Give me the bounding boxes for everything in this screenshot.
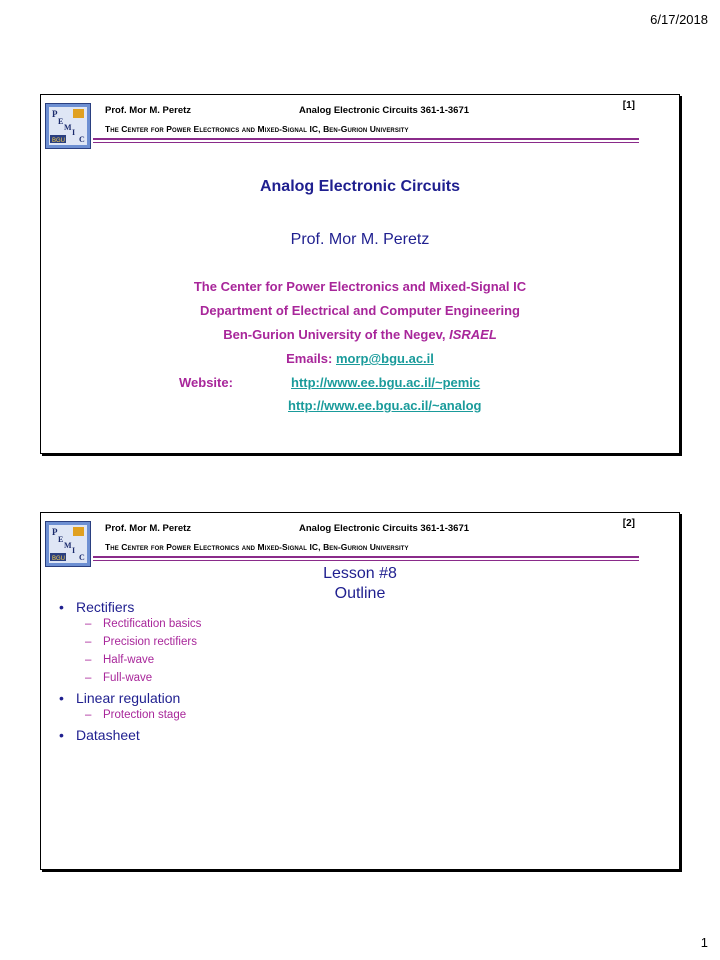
author-name: Prof. Mor M. Peretz	[290, 231, 430, 248]
affiliation-university: Ben-Gurion University of the Negev, ISRAEL	[223, 327, 497, 342]
slide-2	[40, 512, 680, 870]
header-rule	[93, 556, 639, 558]
svg-text:C: C	[79, 553, 85, 562]
pemic-logo	[45, 103, 91, 149]
svg-text:I: I	[72, 546, 76, 555]
svg-text:M: M	[64, 541, 72, 550]
svg-text:C: C	[79, 135, 85, 144]
slide-number: [1]	[622, 100, 635, 111]
bullet-linear-regulation: • Linear regulation – Protection stage	[59, 690, 201, 721]
sub-bullet: – Precision rectifiers	[76, 636, 201, 648]
svg-text:BGU: BGU	[52, 556, 66, 562]
outline-title: Outline	[334, 585, 386, 602]
svg-text:BGU: BGU	[52, 138, 66, 144]
sub-bullet: – Rectification basics	[76, 618, 201, 630]
website-link-analog[interactable]: http://www.ee.bgu.ac.il/~analog	[288, 398, 482, 413]
header-author: Prof. Mor M. Peretz	[105, 523, 192, 534]
header-center: The Center for Power Electronics and Mixed-Signal IC, Ben-Gurion University	[105, 542, 409, 552]
header-rule	[93, 560, 639, 561]
sub-bullet: – Half-wave	[76, 654, 201, 666]
header-rule	[93, 138, 639, 140]
slide-title: Analog Electronic Circuits	[259, 178, 461, 195]
slide-1	[40, 94, 680, 454]
affiliation-department: Department of Electrical and Computer Engineering	[200, 303, 520, 318]
lesson-number: Lesson #8	[323, 565, 397, 582]
bullet-rectifiers: • Rectifiers – Rectification basics – Precision rectifiers – Half-wave – Full-wave	[59, 599, 201, 684]
header-course: Analog Electronic Circuits 361-1-3671	[299, 105, 470, 116]
pemic-logo	[45, 521, 91, 567]
page-date: 6/17/2018	[650, 12, 708, 27]
header-rule	[93, 142, 639, 143]
page-number: 1	[700, 935, 708, 950]
email-link[interactable]: morp@bgu.ac.il	[335, 351, 434, 366]
outline-list	[59, 599, 201, 746]
svg-text:I: I	[72, 128, 76, 137]
emails-line: Emails: morp@bgu.ac.il	[286, 351, 434, 366]
svg-text:E: E	[58, 117, 64, 126]
header-center: The Center for Power Electronics and Mixed-Signal IC, Ben-Gurion University	[105, 124, 409, 134]
svg-text:P: P	[52, 109, 58, 119]
svg-text:M: M	[64, 123, 72, 132]
svg-text:E: E	[58, 535, 64, 544]
slide-number: [2]	[622, 518, 635, 529]
affiliation-center: The Center for Power Electronics and Mixed-Signal IC	[193, 279, 527, 294]
sub-bullet: – Protection stage	[76, 709, 201, 721]
website-label: Website:	[179, 375, 233, 390]
bullet-datasheet: • Datasheet	[59, 727, 201, 743]
header-course: Analog Electronic Circuits 361-1-3671	[299, 523, 470, 534]
sub-bullet: – Full-wave	[76, 672, 201, 684]
header-author: Prof. Mor M. Peretz	[105, 105, 192, 116]
svg-text:P: P	[52, 527, 58, 537]
website-link-pemic[interactable]: http://www.ee.bgu.ac.il/~pemic	[291, 375, 481, 390]
